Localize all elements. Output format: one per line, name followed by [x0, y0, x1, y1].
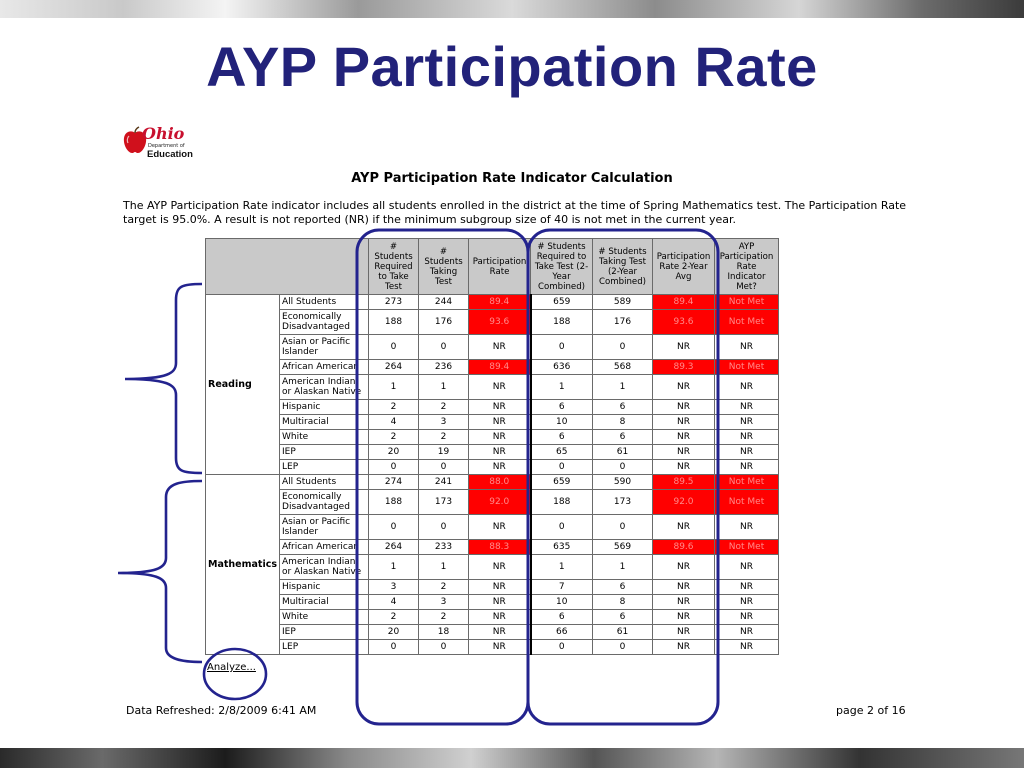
table-cell: NR	[715, 625, 779, 640]
table-cell: 6	[593, 610, 653, 625]
table-row	[206, 375, 779, 400]
table-cell: 20	[369, 445, 419, 460]
table-cell: 4	[369, 415, 419, 430]
table-cell: NR	[715, 415, 779, 430]
table-cell: 6	[593, 400, 653, 415]
table-cell: NR	[715, 595, 779, 610]
table-cell: 2	[419, 610, 469, 625]
table-cell: 8	[593, 415, 653, 430]
table-cell: 8	[593, 595, 653, 610]
subgroup-name: All Students	[280, 475, 369, 490]
table-cell: 61	[593, 625, 653, 640]
subgroup-name: Economically Disadvantaged	[280, 490, 369, 515]
table-cell: 3	[369, 580, 419, 595]
subgroup-name: Multiracial	[280, 415, 369, 430]
table-cell: NR	[715, 460, 779, 475]
subgroup-name: Hispanic	[280, 580, 369, 595]
table-row	[206, 610, 779, 625]
page-number-text: page 2 of 16	[836, 704, 906, 717]
table-cell: Not Met	[715, 295, 779, 310]
table-cell: NR	[469, 555, 531, 580]
table-cell: Not Met	[715, 490, 779, 515]
table-row	[206, 295, 779, 310]
table-cell: 0	[593, 335, 653, 360]
header-rate-2yr: Participation Rate 2-Year Avg	[653, 239, 715, 295]
logo-education-text: Education	[147, 149, 193, 160]
table-cell: NR	[653, 610, 715, 625]
table-cell: NR	[469, 640, 531, 655]
table-cell: 0	[369, 335, 419, 360]
table-cell: 0	[593, 460, 653, 475]
table-row	[206, 625, 779, 640]
table-cell: NR	[653, 625, 715, 640]
table-row	[206, 555, 779, 580]
table-cell: 1	[531, 555, 593, 580]
header-required-2yr: # Students Required to Take Test (2-Year Combined)	[531, 239, 593, 295]
table-cell: 7	[531, 580, 593, 595]
subgroup-name: Economically Disadvantaged	[280, 310, 369, 335]
table-cell: NR	[469, 460, 531, 475]
table-row	[206, 400, 779, 415]
table-cell: 20	[369, 625, 419, 640]
table-cell: 1	[419, 375, 469, 400]
table-row	[206, 430, 779, 445]
table-cell: 93.6	[469, 310, 531, 335]
table-cell: NR	[715, 445, 779, 460]
table-cell: 1	[369, 555, 419, 580]
table-cell: Not Met	[715, 475, 779, 490]
table-row	[206, 445, 779, 460]
data-refreshed-text: Data Refreshed: 2/8/2009 6:41 AM	[126, 704, 317, 717]
table-cell: 0	[531, 335, 593, 360]
table-cell: 274	[369, 475, 419, 490]
table-cell: 18	[419, 625, 469, 640]
analyze-link[interactable]: Analyze...	[207, 662, 256, 673]
table-cell: 244	[419, 295, 469, 310]
subgroup-name: IEP	[280, 625, 369, 640]
analyze-circle	[204, 649, 266, 699]
table-cell: 6	[531, 400, 593, 415]
table-cell: NR	[715, 555, 779, 580]
table-cell: NR	[653, 375, 715, 400]
table-cell: 188	[531, 490, 593, 515]
slide-title: AYP Participation Rate	[206, 35, 818, 98]
table-row	[206, 335, 779, 360]
table-cell: 6	[531, 610, 593, 625]
table-cell: 659	[531, 295, 593, 310]
table-cell: 65	[531, 445, 593, 460]
subgroup-name: All Students	[280, 295, 369, 310]
table-cell: 0	[419, 515, 469, 540]
table-cell: 89.4	[653, 295, 715, 310]
reading-brace-icon	[125, 284, 202, 473]
table-row	[206, 460, 779, 475]
bottom-decorative-bar	[0, 748, 1024, 768]
table-cell: 1	[593, 375, 653, 400]
table-row	[206, 475, 779, 490]
table-cell: NR	[469, 610, 531, 625]
table-cell: 93.6	[653, 310, 715, 335]
subgroup-name: American Indian or Alaskan Native	[280, 375, 369, 400]
table-cell: 569	[593, 540, 653, 555]
table-cell: NR	[715, 640, 779, 655]
table-cell: NR	[653, 445, 715, 460]
table-row	[206, 580, 779, 595]
table-cell: 2	[369, 610, 419, 625]
table-cell: 636	[531, 360, 593, 375]
table-cell: NR	[653, 335, 715, 360]
table-cell: 236	[419, 360, 469, 375]
table-cell: 2	[419, 430, 469, 445]
table-cell: 176	[419, 310, 469, 335]
table-cell: NR	[469, 580, 531, 595]
table-cell: 188	[531, 310, 593, 335]
table-cell: NR	[653, 580, 715, 595]
table-row	[206, 490, 779, 515]
subgroup-name: Hispanic	[280, 400, 369, 415]
table-cell: 6	[531, 430, 593, 445]
table-cell: 0	[531, 640, 593, 655]
table-cell: 0	[531, 460, 593, 475]
table-cell: 6	[593, 580, 653, 595]
table-cell: 89.6	[653, 540, 715, 555]
subgroup-name: African American	[280, 540, 369, 555]
table-row	[206, 540, 779, 555]
header-required: # Students Required to Take Test	[369, 239, 419, 295]
table-row	[206, 640, 779, 655]
table-cell: 0	[419, 640, 469, 655]
subgroup-name: LEP	[280, 640, 369, 655]
table-cell: NR	[469, 445, 531, 460]
table-cell: 88.3	[469, 540, 531, 555]
table-cell: NR	[653, 460, 715, 475]
table-cell: 0	[369, 460, 419, 475]
table-row	[206, 310, 779, 335]
table-row	[206, 595, 779, 610]
table-cell: 188	[369, 310, 419, 335]
table-cell: NR	[715, 515, 779, 540]
subject-label: Reading	[206, 295, 280, 475]
table-cell: NR	[653, 595, 715, 610]
table-cell: 2	[419, 400, 469, 415]
table-cell: NR	[469, 415, 531, 430]
table-cell: 0	[419, 460, 469, 475]
table-cell: 92.0	[653, 490, 715, 515]
table-cell: NR	[469, 375, 531, 400]
table-cell: NR	[469, 625, 531, 640]
table-header-row	[206, 239, 779, 295]
subgroup-name: LEP	[280, 460, 369, 475]
table-cell: 173	[419, 490, 469, 515]
subgroup-name: American Indian or Alaskan Native	[280, 555, 369, 580]
header-indicator-met: AYP Participation Rate Indicator Met?	[715, 239, 779, 295]
table-cell: NR	[653, 515, 715, 540]
table-row	[206, 360, 779, 375]
table-cell: 1	[419, 555, 469, 580]
table-cell: NR	[469, 515, 531, 540]
table-cell: Not Met	[715, 360, 779, 375]
table-cell: 0	[369, 515, 419, 540]
table-cell: Not Met	[715, 310, 779, 335]
table-cell: 589	[593, 295, 653, 310]
table-cell: 590	[593, 475, 653, 490]
table-cell: NR	[469, 335, 531, 360]
table-cell: NR	[469, 430, 531, 445]
logo-script-text: Ohio	[142, 124, 185, 143]
table-cell: NR	[715, 400, 779, 415]
table-cell: 2	[369, 430, 419, 445]
subgroup-name: White	[280, 610, 369, 625]
table-row	[206, 415, 779, 430]
table-cell: 89.4	[469, 360, 531, 375]
participation-rate-table	[205, 238, 779, 655]
table-cell: NR	[653, 415, 715, 430]
table-cell: 4	[369, 595, 419, 610]
report-title: AYP Participation Rate Indicator Calculation	[351, 171, 673, 186]
logo-department-text: Department of	[148, 143, 185, 149]
table-cell: 89.5	[653, 475, 715, 490]
table-cell: 659	[531, 475, 593, 490]
subgroup-name: Multiracial	[280, 595, 369, 610]
table-cell: 264	[369, 360, 419, 375]
table-cell: 3	[419, 415, 469, 430]
table-cell: 1	[369, 375, 419, 400]
table-cell: NR	[715, 610, 779, 625]
table-cell: NR	[653, 400, 715, 415]
table-cell: NR	[469, 400, 531, 415]
table-cell: 568	[593, 360, 653, 375]
table-cell: 273	[369, 295, 419, 310]
table-cell: 61	[593, 445, 653, 460]
table-cell: 19	[419, 445, 469, 460]
table-cell: 10	[531, 595, 593, 610]
top-decorative-bar	[0, 0, 1024, 18]
table-cell: 173	[593, 490, 653, 515]
table-cell: NR	[653, 430, 715, 445]
table-cell: 241	[419, 475, 469, 490]
table-cell: 0	[419, 335, 469, 360]
subgroup-name: White	[280, 430, 369, 445]
header-rate: Participation Rate	[469, 239, 531, 295]
table-cell: 10	[531, 415, 593, 430]
table-cell: 1	[531, 375, 593, 400]
table-cell: 233	[419, 540, 469, 555]
table-cell: 0	[593, 515, 653, 540]
table-cell: NR	[653, 640, 715, 655]
table-cell: 635	[531, 540, 593, 555]
table-cell: 1	[593, 555, 653, 580]
table-cell: 3	[419, 595, 469, 610]
header-taking-2yr: # Students Taking Test (2-Year Combined)	[593, 239, 653, 295]
subgroup-name: Asian or Pacific Islander	[280, 335, 369, 360]
table-cell: 188	[369, 490, 419, 515]
ohio-education-logo	[122, 124, 212, 162]
table-cell: 176	[593, 310, 653, 335]
table-cell: 2	[369, 400, 419, 415]
table-body	[206, 295, 779, 655]
table-cell: 89.4	[469, 295, 531, 310]
table-cell: Not Met	[715, 540, 779, 555]
table-cell: 0	[593, 640, 653, 655]
mathematics-brace-icon	[118, 481, 202, 662]
table-cell: 88.0	[469, 475, 531, 490]
table-cell: NR	[715, 375, 779, 400]
header-blank-cell	[206, 239, 369, 295]
table-cell: 92.0	[469, 490, 531, 515]
table-cell: NR	[715, 430, 779, 445]
subgroup-name: IEP	[280, 445, 369, 460]
header-taking: # Students Taking Test	[419, 239, 469, 295]
table-cell: NR	[469, 595, 531, 610]
table-cell: NR	[715, 335, 779, 360]
subgroup-name: African American	[280, 360, 369, 375]
table-cell: 66	[531, 625, 593, 640]
table-cell: NR	[653, 555, 715, 580]
subject-label: Mathematics	[206, 475, 280, 655]
table-row	[206, 515, 779, 540]
table-cell: 89.3	[653, 360, 715, 375]
table-cell: 0	[369, 640, 419, 655]
subgroup-name: Asian or Pacific Islander	[280, 515, 369, 540]
table-cell: 6	[593, 430, 653, 445]
table-cell: NR	[715, 580, 779, 595]
table-cell: 2	[419, 580, 469, 595]
table-cell: 0	[531, 515, 593, 540]
report-intro: The AYP Participation Rate indicator includes all students enrolled in the district at the time of Spring Mathematics test. The Participation Rate target is 95.0%. A result is not reported (NR) if the minimum subgroup size of 40 is not met in the current year.	[123, 199, 907, 226]
table-cell: 264	[369, 540, 419, 555]
